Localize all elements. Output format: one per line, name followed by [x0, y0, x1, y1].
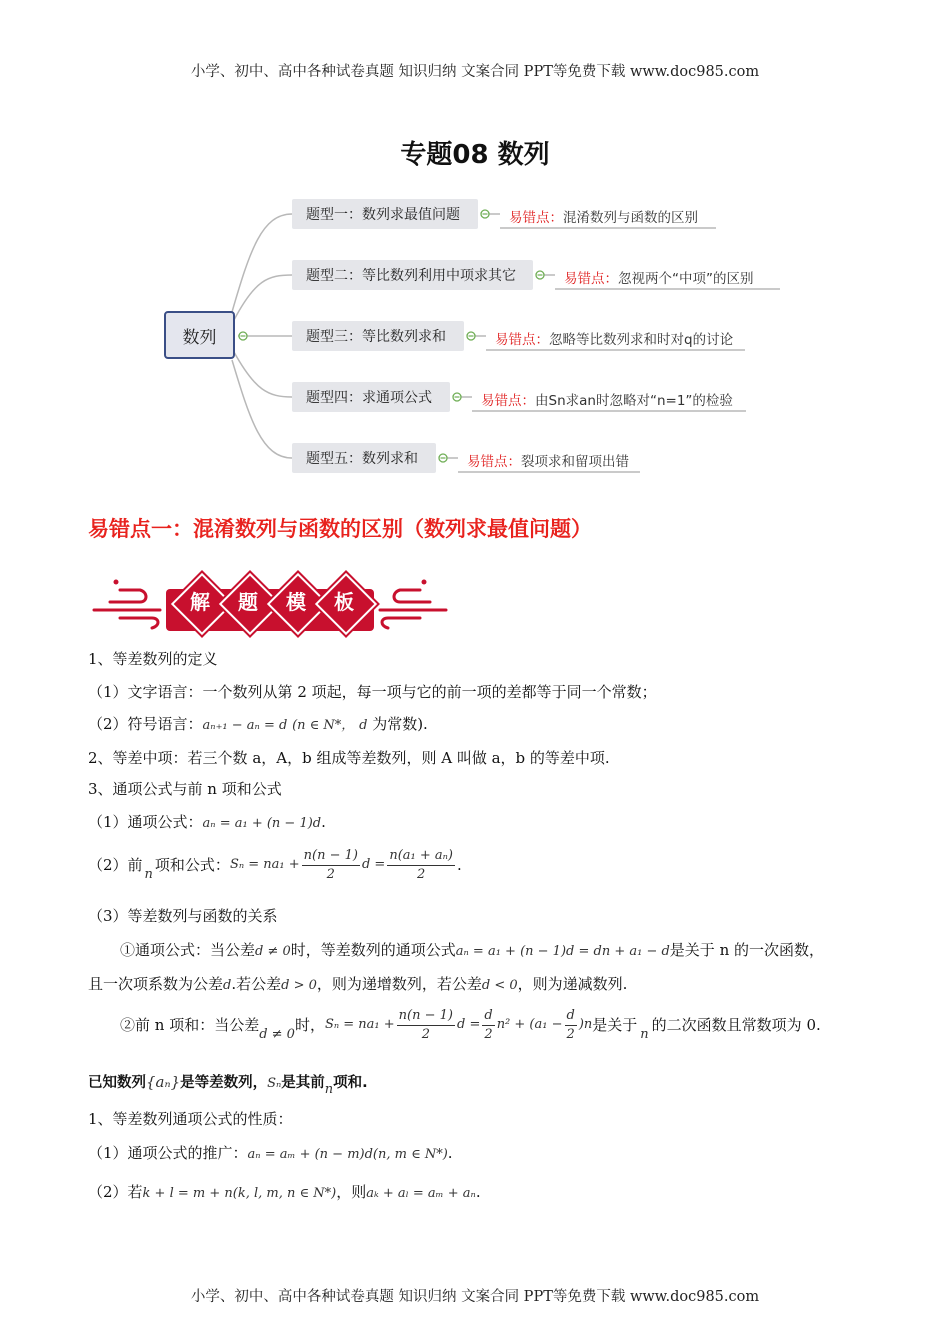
- line-sum-quadratic: ②前 n 项和：当公差 d ≠ 0 时， Sₙ = na₁ + $\frac{n(n - 1)}{2}$ d = $\frac{d}{2}$ n² + (a₁ − $\frac{d}{2}$ )n 是关于 n 的二次函数且常数项为 0.: [120, 1008, 821, 1043]
- mindmap-pitfall-5: 易错点：裂项求和留项出错: [467, 454, 629, 470]
- line-symbolic-definition: （2）符号语言：aₙ₊₁ − aₙ = d (n ∈ N*， d 为常数).: [88, 715, 428, 733]
- line-index-property: （2）若k + l = m + n(k, l, m, n ∈ N*)，则aₖ + aₗ = aₘ + aₙ.: [88, 1183, 481, 1201]
- banner-badge-1: 解: [170, 578, 230, 626]
- section-heading: 易错点一：混淆数列与函数的区别（数列求最值问题）: [88, 517, 592, 541]
- mindmap-topic-5: 题型五：数列求和: [292, 443, 436, 473]
- line-general-term-linear: ①通项公式：当公差d ≠ 0时，等差数列的通项公式aₙ = a₁ + (n − 1)d = dn + a₁ − d是关于 n 的一次函数，: [120, 941, 824, 959]
- line-verbal-definition: （1）文字语言：一个数列从第 2 项起，每一项与它的前一项的差都等于同一个常数；: [88, 683, 657, 701]
- mindmap-topic-2: 题型二：等比数列利用中项求其它: [292, 260, 533, 290]
- line-general-term-extension: （1）通项公式的推广：aₙ = aₘ + (n − m)d(n, m ∈ N*).: [88, 1144, 453, 1162]
- line-given-sequence: 已知数列{aₙ}是等差数列，Sₙ是其前n项和.: [88, 1073, 368, 1097]
- line-function-relation: （3）等差数列与函数的关系: [88, 907, 278, 925]
- mindmap-pitfall-1: 易错点：混淆数列与函数的区别: [509, 210, 698, 226]
- mindmap-root: 数列: [164, 311, 235, 359]
- mindmap-pitfall-4: 易错点：由Sn求an时忽略对“n=1”的检验: [481, 393, 733, 409]
- line-monotonicity: 且一次项系数为公差d.若公差d > 0，则为递增数列，若公差d < 0，则为递减数列.: [88, 975, 628, 993]
- page-footer: 小学、初中、高中各种试卷真题 知识归纳 文案合同 PPT等免费下载 www.doc985.com: [190, 1289, 760, 1305]
- mindmap-topic-4: 题型四：求通项公式: [292, 382, 450, 412]
- line-properties-heading: 1、等差数列通项公式的性质：: [88, 1110, 293, 1128]
- mindmap-pitfall-3: 易错点：忽略等比数列求和时对q的讨论: [495, 332, 734, 348]
- mindmap-topic-3: 题型三：等比数列求和: [292, 321, 464, 351]
- mindmap-connectors: [0, 0, 950, 500]
- banner-badge-4: 板: [314, 578, 374, 626]
- line-general-term: （1）通项公式：aₙ = a₁ + (n − 1)d.: [88, 813, 326, 831]
- line-definition-heading: 1、等差数列的定义: [88, 650, 218, 668]
- line-sum-formula: （2）前 n 项和公式： Sₙ = na₁ + $\frac{n(n - 1)}{2}$ d = $\frac{\text{n(a₁ + aₙ)}}{2}$ .: [88, 848, 462, 883]
- mindmap-topic-1: 题型一：数列求最值问题: [292, 199, 478, 229]
- page-title: 专题08 数列: [400, 140, 550, 170]
- page-header: 小学、初中、高中各种试卷真题 知识归纳 文案合同 PPT等免费下载 www.doc985.com: [190, 64, 760, 80]
- line-formula-heading: 3、通项公式与前 n 项和公式: [88, 780, 282, 798]
- mindmap-pitfall-2: 易错点：忽视两个“中项”的区别: [564, 271, 754, 287]
- banner-badge-2: 题: [218, 578, 278, 626]
- banner-badge-3: 模: [266, 578, 326, 626]
- line-arithmetic-mean: 2、等差中项：若三个数 a，A，b 组成等差数列，则 A 叫做 a，b 的等差中项.: [88, 749, 610, 767]
